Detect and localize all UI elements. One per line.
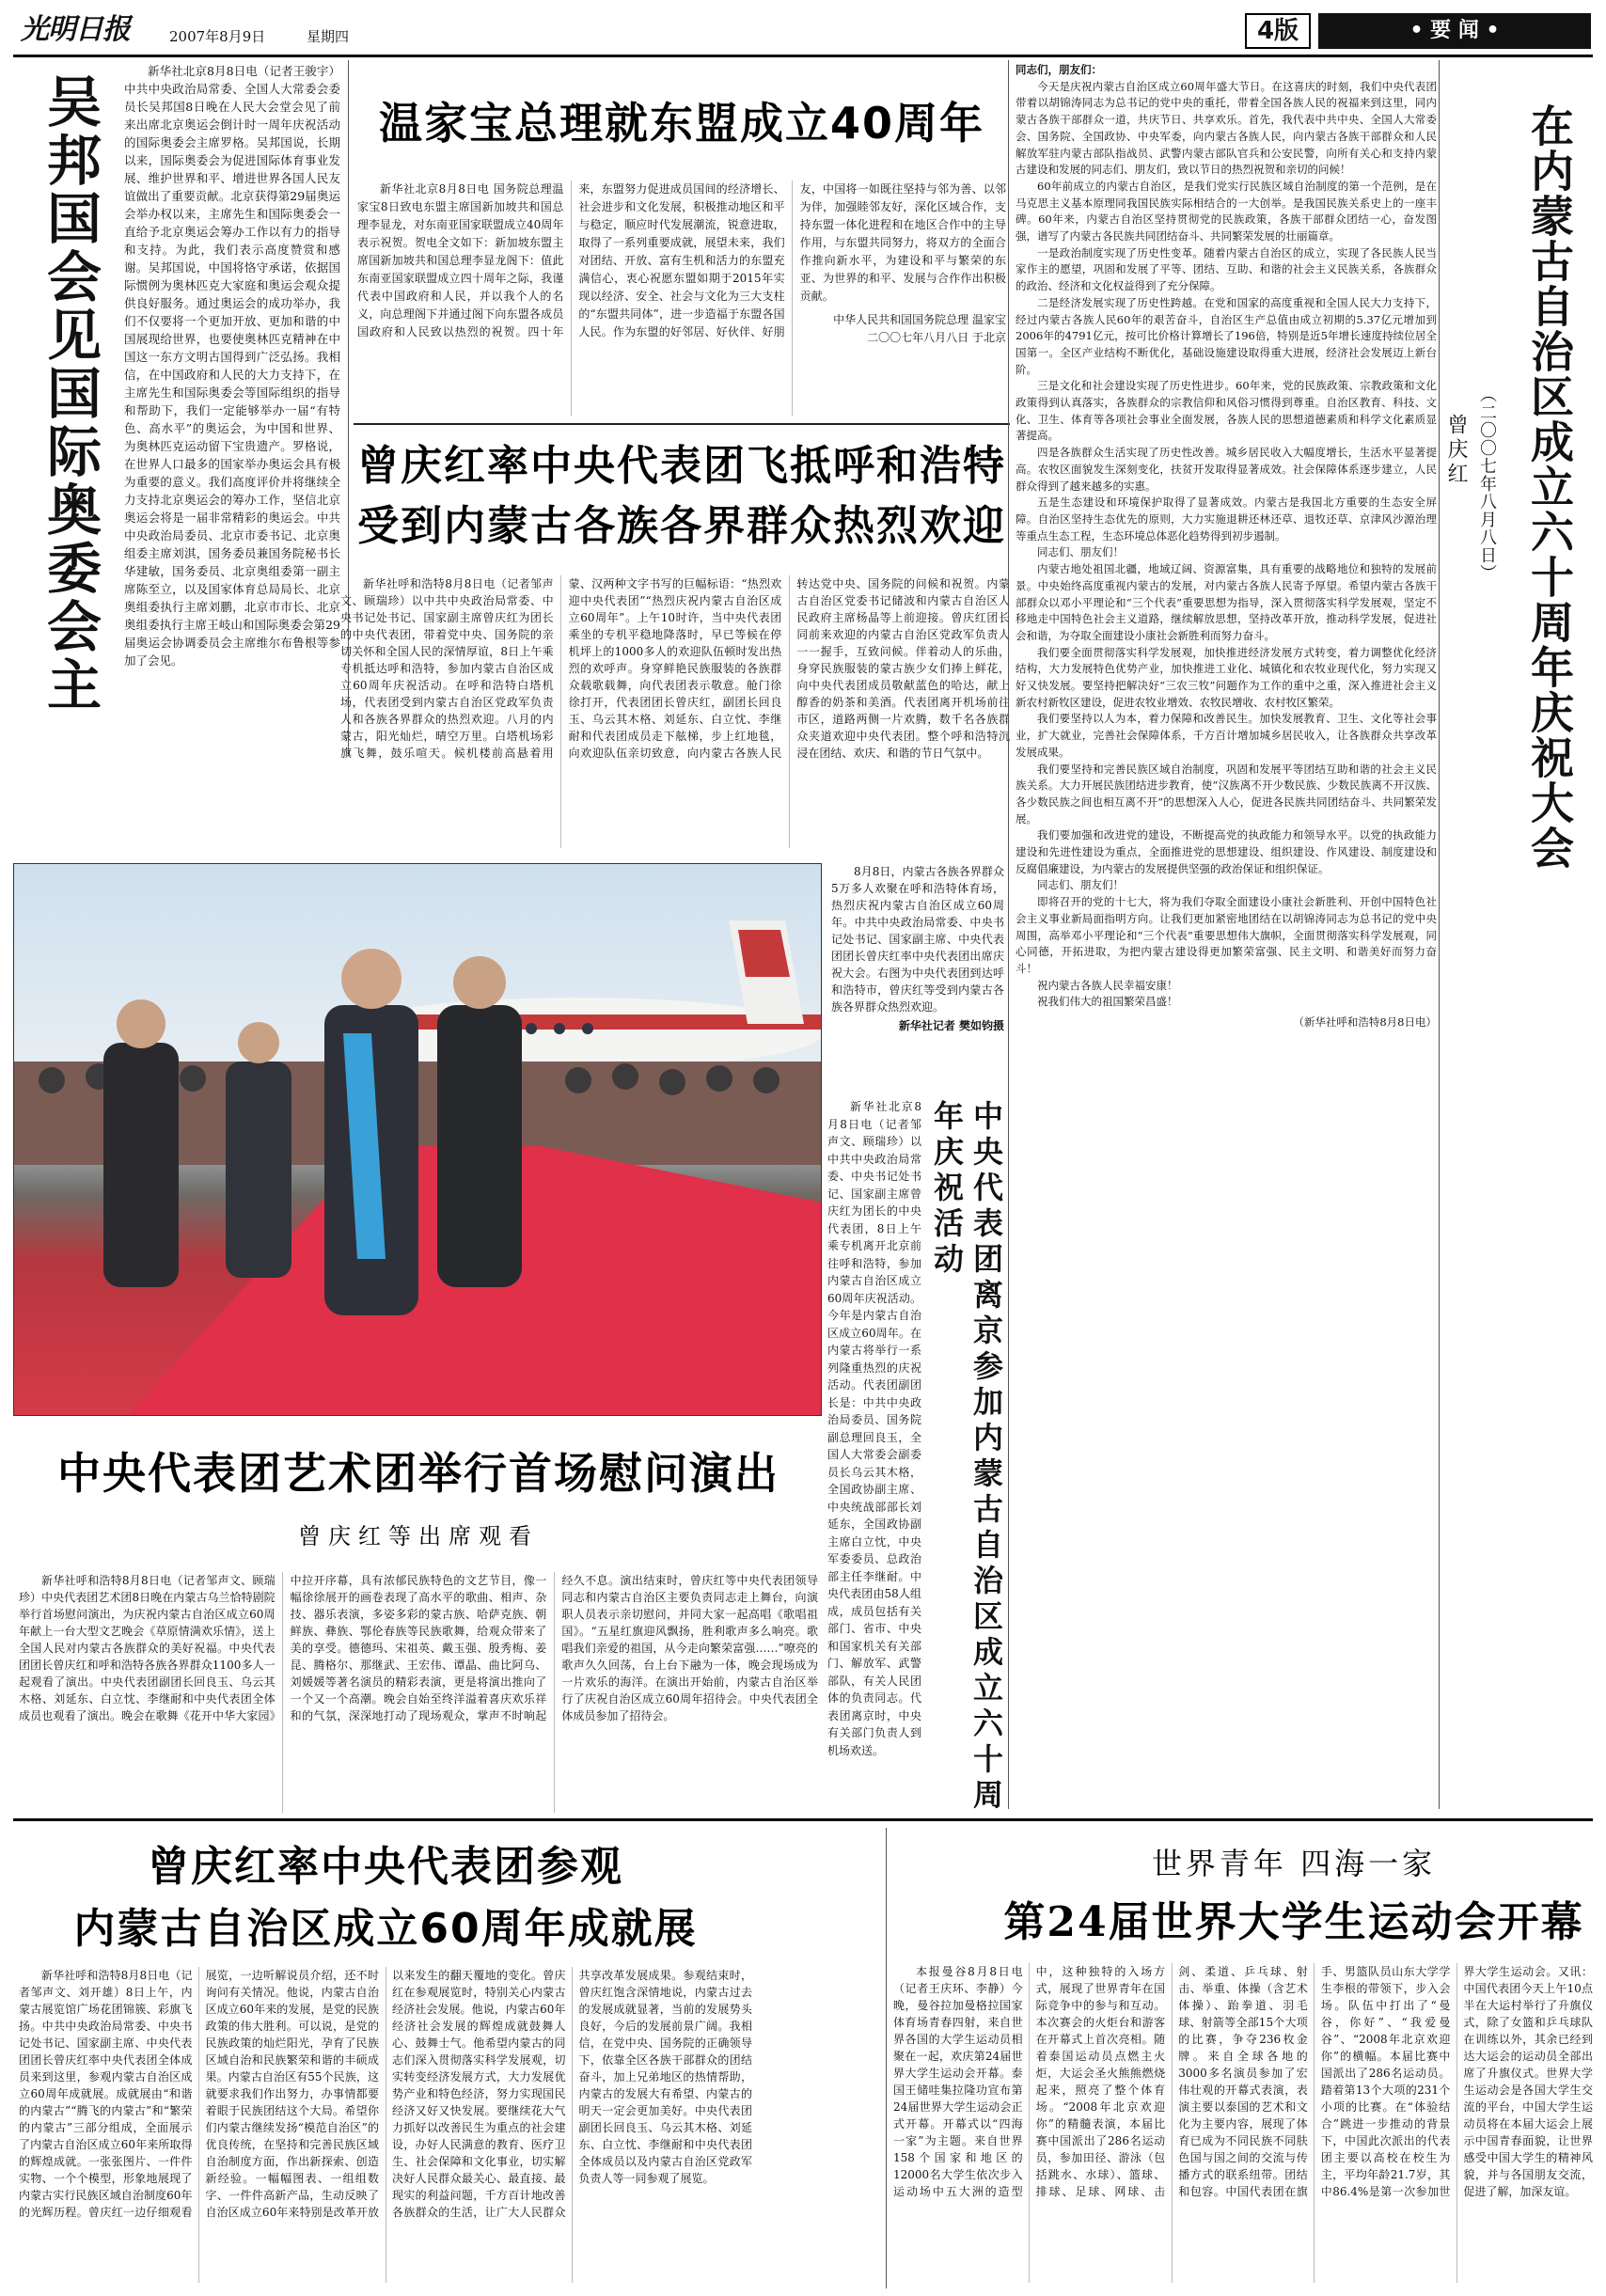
speech-para-17: 祝我们伟大的祖国繁荣昌盛！ xyxy=(1037,995,1178,1009)
issue-date: 2007年8月9日 xyxy=(169,28,266,45)
divider-asean xyxy=(354,423,1010,425)
speech-inner-divider xyxy=(1439,60,1440,1809)
body-art-troupe xyxy=(19,1572,818,1813)
speech-para-16: 祝内蒙古各族人民幸福安康！ xyxy=(1037,978,1178,992)
speech-para-3: 一是政治制度实现了历史性变革。随着内蒙古自治区的成立，实现了各民族人民当家作主的愿望，巩固和发展了平等、团结、互助、和谐的社会主义民族关系，各族群众的政治、经济和文化权益得到了充分保障。 xyxy=(1016,245,1437,293)
photo-caption-text: 8月8日，内蒙古各族各界群众5万多人欢聚在呼和浩特体育场，热烈庆祝内蒙古自治区成立60周年。中共中央政治局常委、中央书记处书记、国家副主席、中央代表团团长曾庆红率中央代表团出席庆祝大会。右图为中央代表团到达呼和浩特市，曾庆红等受到内蒙古各族各界群众热烈欢迎。 xyxy=(831,865,1004,1014)
speech-para-7: 五是生态建设和环境保护取得了显著成效。内蒙古是我国北方重要的生态安全屏障。自治区坚持生态优先的原则，大力实施退耕还林还草、退牧还草、京津风沙源治理等重点生态工程，生态环境总体恶化趋势得到初步遏制。 xyxy=(1016,495,1437,543)
body-achievements xyxy=(19,1967,752,2283)
body-luoge: 新华社北京8月8日电（记者王骏宇）中共中央政治局常委、全国人大常委会委员长吴邦国8日晚在人民大会堂会见了前来出席北京奥运会倒计时一周年庆祝活动的国际奥委会主席罗格。吴邦国说，长期以来，国际奥委会为促进国际体育事业发展、维护世界和平、增进世界各国人民友谊做出了重要贡献。北京获得第29届奥运会举办权以来，主席先生和国际奥委会一直给予北京奥运会筹办工作以有力的指导和支持。为此，我们表示高度赞赏和感谢。吴邦国说，中国将恪守承诺，依据国际惯例为奥林匹克大家庭和奥运会观众提供良好服务。通过奥运会的成功举办，我们不仅要将一个更加开放、更加和谐的中国展现给世界，也要使奥林匹克精神在中国这一东方文明古国得到广泛弘扬。我相信，在中国政府和人民的大力支持下，在主席先生和国际奥委会等国际组织的指导和帮助下，我们一定能够举办一届“有特色、高水平”的奥运会，为中国和世界、为奥林匹克运动留下宝贵遗产。罗格说，在世界人口最多的国家举办奥运会具有极为重要的意义。我们高度评价并将继续全力支持北京奥运会的筹办工作，坚信北京奥运会将是一届非常精彩的奥运会。中共中央政治局委员、北京市委书记、北京奥组委主席刘淇，国务委员兼国务院秘书长华建敏，国务委员、北京奥组委第一副主席陈至立，以及国家体育总局局长、北京奥组委执行主席刘鹏，北京市市长、北京奥组委执行主席王岐山和国际奥委会第29届奥运会协调委员会主席维尔布鲁根等参加了会见。 xyxy=(124,64,340,668)
divider-bottom-section xyxy=(13,1818,1593,1821)
speech-para-13: 我们要加强和改进党的建设，不断提高党的执政能力和领导水平。以党的执政能力建设和先进性建设为重点，全面推进党的思想建设、组织建设、作风建设、制度建设和反腐倡廉建设，为内蒙古的发展提供坚强的政治保证和组织保证。 xyxy=(1016,828,1437,875)
asean-sign-date: 二〇〇七年八月八日 于北京 xyxy=(867,331,1006,344)
photo-illustration xyxy=(14,864,822,1416)
speech-para-4: 二是经济发展实现了历史性跨越。在党和国家的高度重视和全国人民大力支持下，经过内蒙古各族人民60年的艰苦奋斗，自治区生产总值由成立初期的5.37亿元增加到2006年的4791亿元，按可比价格计算增长了196倍，特别是近5年增长速度持续位居全国第一。全区产业结构不断优化，基础设施建设取得重大进展，经济社会发展迈上新台阶。 xyxy=(1016,295,1437,376)
photo-credit: 新华社记者 樊如钧摄 xyxy=(898,1019,1004,1032)
speech-para-15: 即将召开的党的十七大，将为我们夺取全面建设小康社会新胜利、开创中国特色社会主义事业新局面指明方向。让我们更加紧密地团结在以胡锦涛同志为总书记的党中央周围，高举邓小平理论和“三个代表”重要思想伟大旗帜，全面贯彻落实科学发展观，同心同德，开拓进取，为把内蒙古建设得更加繁荣富强、民主文明、和谐美好而努力奋斗！ xyxy=(1016,895,1437,975)
news-photo xyxy=(13,863,822,1416)
headline-universiade-2: 第24届世界大学生运动会开幕 xyxy=(1003,1898,1584,1946)
speech-body xyxy=(1016,62,1437,1809)
page-number: 4版 xyxy=(1245,13,1311,49)
asean-signature: 中华人民共和国国务院总理 温家宝 xyxy=(833,313,1006,326)
speech-author: 曾庆红 xyxy=(1444,414,1468,487)
headline-art-troupe: 中央代表团艺术团举行首场慰问演出 xyxy=(57,1448,779,1499)
speech-para-12: 我们要坚持和完善民族区域自治制度，巩固和发展平等团结互助和谐的社会主义民族关系。大力开展民族团结进步教育，使“汉族离不开少数民族、少数民族离不开汉族、各少数民族之间也相互离不开”的思想深入人心，促进各民族共同团结奋斗、共同繁荣发展。 xyxy=(1016,762,1437,826)
speech-para-5: 三是文化和社会建设实现了历史性进步。60年来，党的民族政策、宗教政策和文化政策得到认真落实，各族群众的宗教信仰和风俗习惯得到尊重。自治区教育、科技、文化、卫生、体育等各项社会事业全面发展，各族人民的思想道德素质和科学文化素质显著提高。 xyxy=(1016,379,1437,443)
headline-achievements-2: 内蒙古自治区成立60周年成就展 xyxy=(73,1905,698,1953)
speech-dateline: （新华社呼和浩特8月8日电） xyxy=(1293,1015,1437,1030)
speech-headline: 在内蒙古自治区成立六十周年庆祝大会 xyxy=(1524,103,1575,871)
speech-para-6: 四是各族群众生活实现了历史性改善。城乡居民收入大幅度增长，生活水平显著提高。农牧区面貌发生深刻变化，扶贫开发取得显著成效。社会保障体系逐步建立，人民群众得到了越来越多的实惠。 xyxy=(1016,446,1437,493)
body-achievements-side xyxy=(758,1833,882,1956)
headline-leave-beijing: 中央代表团离京参加内蒙古自治区成立六十周年庆祝活动 xyxy=(929,1100,1004,1815)
photo-caption xyxy=(831,863,1004,1089)
headline-luoge: 吴邦国会见国际奥委会主 xyxy=(38,73,102,715)
masthead xyxy=(0,0,1606,55)
speech-salutation: 同志们，朋友们： xyxy=(1016,63,1102,76)
speech-para-14: 同志们、朋友们！ xyxy=(1037,878,1124,892)
headline-achievements-1: 曾庆红率中央代表团参观 xyxy=(148,1843,623,1891)
body-leave-beijing xyxy=(827,1098,921,1813)
headline-arrive-1: 曾庆红率中央代表团飞抵呼和浩特 xyxy=(357,442,1006,490)
body-arrive-text: 新华社呼和浩特8月8日电（记者邹声文、顾瑞珍）以中共中央政治局常委、中央书记处书记、国家副主席曾庆红为团长的中央代表团，带着党中央、国务院的亲切关怀和全国人民的深情厚谊，8日上午乘专机抵达呼和浩特，参加内蒙古自治区成立60周年庆祝活动。在呼和浩特白塔机场，代表团受到内蒙古自治区党政军负责人和各族各界群众的热烈欢迎。八月的内蒙古，阳光灿烂，晴空万里。白塔机场彩旗飞舞，鼓乐喧天。候机楼前高悬着用蒙、汉两种文字书写的巨幅标语：“热烈欢迎中央代表团”“热烈庆祝内蒙古自治区成立60周年”。上午10时许，当中央代表团乘坐的专机平稳地降落时，早已等候在停机坪上的1000多人的欢迎队伍顿时发出热烈的欢呼声。身穿鲜艳民族服装的各族群众载歌载舞，向代表团表示敬意。舱门徐徐打开，代表团团长曾庆红，副团长回良玉、乌云其木格、刘延东、白立忱、李继耐和代表团成员走下舷梯，步上红地毯，向欢迎队伍亲切致意，向内蒙古各族人民转达党中央、国务院的问候和祝贺。内蒙古自治区党委书记储波和内蒙古自治区人民政府主席杨晶等上前迎接。曾庆红团长同前来欢迎的内蒙古自治区党政军负责人一一握手，互致问候。伴着动人的乐曲，身穿民族服装的蒙古族少女们捧上鲜花，向中央代表团成员敬献蓝色的哈达，献上醇香的奶茶和美酒。代表团离开机场前往市区，道路两侧一片欢腾，数千名各族群众夹道欢迎中央代表团。整个呼和浩特沉浸在团结、欢庆、和谐的节日气氛中。 xyxy=(340,577,1010,760)
body-asean-text: 新华社北京8月8日电 国务院总理温家宝8日致电东盟主席国新加坡共和国总理李显龙，对东南亚国家联盟成立40周年表示祝贺。贺电全文如下：新加坡东盟主席国新加坡共和国总理李显龙阁下：值此东南亚国家联盟成立四十周年之际，我谨代表中国政府和人民，并以我个人的名义，向总理阁下并通过阁下向东盟各成员国政府和人民致以热烈的祝贺。四十年来，东盟努力促进成员国间的经济增长、社会进步和文化发展，积极推动地区和平与稳定，顺应时代发展潮流，锐意进取，取得了一系列重要成就，展望未来，我们对团结、开放、富有生机和活力的东盟充满信心，衷心祝愿东盟如期于2015年实现以经济、安全、社会与文化为三大支柱的“东盟共同体”，进一步造福于东盟各国人民。作为东盟的好邻居、好伙伴、好朋友，中国将一如既往坚持与邻为善、以邻为伴，加强睦邻友好，深化区域合作，支持东盟一体化进程和在地区合作中的主导作用，与东盟共同努力，将双方的全面合作推向新水平，为建设和平与繁荣的东亚、为世界的和平、发展与合作作出积极贡献。 xyxy=(357,182,1006,338)
speech-para-8: 同志们、朋友们！ xyxy=(1037,545,1124,559)
headline-asean: 温家宝总理就东盟成立40周年 xyxy=(378,98,984,149)
body-arrive xyxy=(340,575,1010,848)
masthead-rule xyxy=(13,55,1593,57)
speech-para-9: 内蒙古地处祖国北疆，地域辽阔、资源富集，具有重要的战略地位和独特的发展前景。中央始终高度重视内蒙古的发展，对内蒙古各族人民寄予厚望。希望内蒙古各族干部群众以邓小平理论和“三个代表”重要思想为指导，深入贯彻落实科学发展观，坚定不移地走中国特色社会主义道路，继续解放思想，坚持改革开放，推动科学发展，促进社会和谐，为夺取全面建设小康社会新胜利而努力奋斗。 xyxy=(1016,562,1437,642)
speech-para-10: 我们要全面贯彻落实科学发展观，加快推进经济发展方式转变，着力调整优化经济结构，大力发展特色优势产业，加快推进工业化、城镇化和农牧业现代化，努力实现又好又快发展。要坚持把解决好“三农三牧”问题作为工作的重中之重，深入推进社会主义新农村新牧区建设，促进农牧业增效、农牧民增收、农村牧区繁荣。 xyxy=(1016,645,1437,709)
body-leave-beijing-text: 新华社北京8月8日电（记者邹声文、顾瑞珍）以中共中央政治局常委、中央书记处书记、国家副主席曾庆红为团长的中央代表团，8日上午乘专机离开北京前往呼和浩特，参加内蒙古自治区成立60周年庆祝活动。今年是内蒙古自治区成立60周年。在内蒙古将举行一系列隆重热烈的庆祝活动。代表团副团长是：中共中央政治局委员、国务院副总理回良玉，全国人大常委会副委员长乌云其木格，全国政协副主席、中央统战部部长刘延东，全国政协副主席白立忱，中央军委委员、总政治部主任李继耐。中央代表团由58人组成，成员包括有关部门、省市、中央和国家机关有关部门、解放军、武警部队，有关人民团体的负责同志。代表团离京时，中央有关部门负责人到机场欢送。 xyxy=(827,1100,921,1757)
speech-para-2: 60年前成立的内蒙古自治区，是我们党实行民族区域自治制度的第一个范例，是在马克思主义基本原理同我国民族实际相结合的一大创举。是我国民族关系史上的一座丰碑。60年来，内蒙古自治区坚持贯彻党的民族政策，各族干部群众团结一心，奋发图强，谱写了内蒙古各民族共同团结奋斗、共同繁荣发展的壮丽篇章。 xyxy=(1016,179,1437,244)
body-universiade xyxy=(893,1963,1593,2283)
issue-weekday: 星期四 xyxy=(307,28,350,45)
speech-date-note: （二〇〇七年八月八日） xyxy=(1477,385,1497,582)
section-label: • 要 闻 • xyxy=(1318,13,1591,49)
body-achievements-text: 新华社呼和浩特8月8日电（记者邹声文、刘开雄）8日上午，内蒙古展览馆广场花团锦簇、彩旗飞扬。中共中央政治局常委、中央书记处书记、国家副主席、中央代表团团长曾庆红率中央代表团全体成员来到这里，参观内蒙古自治区成立60周年成就展。成就展由“和谐的内蒙古”“腾飞的内蒙古”和“繁荣的内蒙古”三部分组成，全面展示了内蒙古自治区成立60年来所取得的辉煌成就。一张张图片、一件件实物、一个个模型，形象地展现了内蒙古实行民族区域自治制度60年的光辉历程。曾庆红一边仔细观看展览，一边听解说员介绍，还不时询问有关情况。他说，内蒙古自治区成立60年来的发展，是党的民族政策的伟大胜利。可以说，是党的民族政策的灿烂阳光，孕育了民族区域自治和民族繁荣和谐的丰硕成果。内蒙古自治区有55个民族，这就要求我们作出努力，办事情都要着眼于民族团结这个大局。希望你们内蒙古继续发扬“模范自治区”的优良传统，在坚持和完善民族区域自治制度方面，作出新探索、创造新经验。一幅幅图表、一组组数字、一件件高新产品，生动反映了自治区成立60年来特别是改革开放以来发生的翻天覆地的变化。曾庆红在参观展览时，特别关心内蒙古经济社会发展。他说，内蒙古60年经济社会发展的辉煌成就鼓舞人心、鼓舞士气。他希望内蒙古的同志们深入贯彻落实科学发展观，切实转变经济发展方式，大力发展优势产业和特色经济，努力实现国民经济又好又快发展。要继续花大气力抓好以改善民生为重点的社会建设，办好人民满意的教育、医疗卫生、社会保障和文化事业，切实解决好人民群众最关心、最直接、最现实的利益问题，千方百计地改善各族群众的生活，让广大人民群众共享改革发展成果。参观结束时，曾庆红饱含深情地说，内蒙古过去的发展成就显著，当前的发展势头良好，今后的发展前景广阔。我相信，在党中央、国务院的正确领导下，依靠全区各族干部群众的团结奋斗，加上兄弟地区的热情帮助，内蒙古的发展大有希望、内蒙古的明天一定会更加美好。中央代表团副团长回良玉、乌云其木格、刘延东、白立忱、李继耐和中央代表团全体成员以及内蒙古自治区党政军负责人等一同参观了展览。 xyxy=(19,1969,752,2219)
paper-name-logo: 光明日报 xyxy=(21,13,130,46)
speech-para-11: 我们要坚持以人为本，着力保障和改善民生。加快发展教育、卫生、文化等社会事业，扩大就业，完善社会保障体系，千方百计增加城乡居民收入，让各族群众共享改革发展成果。 xyxy=(1016,712,1437,759)
headline-arrive-2: 受到内蒙古各族各界群众热烈欢迎 xyxy=(357,502,1006,550)
headline-universiade-1: 世界青年 四海一家 xyxy=(1151,1846,1437,1881)
speech-para-1: 今天是庆祝内蒙古自治区成立60周年盛大节日。在这喜庆的时刻，我们中央代表团带着以胡锦涛同志为总书记的党中央的重托，带着全国各族人民的祝福来到这里，同内蒙古各族干部群众一道，共庆节日、共享欢乐。首先，我代表中共中央、全国人大常委会、国务院、全国政协、中央军委，向内蒙古各族人民，向内蒙古各族干部群众和人民解放军驻内蒙古部队指战员、武警内蒙古部队官兵和公安民警，向所有关心和支持内蒙古建设和发展的同志们、朋友们，致以节日的热烈祝贺和亲切的问候！ xyxy=(1016,79,1437,177)
subheadline-art-troupe: 曾庆红等出席观看 xyxy=(298,1523,539,1549)
body-art-troupe-text: 新华社呼和浩特8月8日电（记者邹声文、顾瑞珍）中央代表团艺术团8日晚在内蒙古乌兰恰特剧院举行首场慰问演出，为庆祝内蒙古自治区成立60周年献上一台大型文艺晚会《草原情满欢乐情》，送上全国人民对内蒙古各族群众的美好祝福。中央代表团团长曾庆红和呼和浩特各族各界群众1100多人一起观看了演出。中央代表团副团长回良玉、乌云其木格、刘延东、白立忱、李继耐和中央代表团全体成员也观看了演出。晚会在歌舞《花开中华大家园》中拉开序幕，具有浓郁民族特色的文艺节目，像一幅徐徐展开的画卷表现了高水平的歌曲、相声、杂技、器乐表演，多姿多彩的蒙古族、哈萨克族、朝鲜族、彝族、鄂伦春族等民族歌舞，给观众带来了美的享受。德德玛、宋祖英、戴玉强、殷秀梅、姜昆、腾格尔、那继武、王宏伟、谭晶、曲比阿乌、刘媛媛等著名演员的精彩表演，更是将演出推向了一个又一个高潮。晚会自始至终洋溢着喜庆欢乐祥和的气氛，深深地打动了现场观众，掌声不时响起经久不息。演出结束时，曾庆红等中央代表团领导同志和内蒙古自治区主要负责同志走上舞台，向演职人员表示亲切慰问，并同大家一起高唱《歌唱祖国》。“五星红旗迎风飘扬，胜利歌声多么响亮。歌唱我们亲爱的祖国，从今走向繁荣富强……”嘹亮的歌声久久回荡，台上台下融为一体，晚会现场成为一片欢乐的海洋。在演出开始前，内蒙古自治区举行了庆祝自治区成立60周年招待会。中央代表团全体成员参加了招待会。 xyxy=(19,1574,818,1722)
divider-main-right xyxy=(1008,60,1009,1809)
body-asean xyxy=(357,181,1006,416)
divider-universiade xyxy=(886,1828,887,2288)
body-universiade-text: 本报曼谷8月8日电（记者王庆环、李静）今晚，曼谷拉加曼格拉国家体育场青春四射，来自世界各国的大学生运动员相聚在一起，欢庆第24届世界大学生运动会开幕。泰国王储哇集拉隆功宣布第24届世界大学生运动会正式开幕。开幕式以“四海一家”为主题。来自世界158个国家和地区的12000名大学生依次步入运动场中五大洲的造型中，这种独特的入场方式，展现了世界青年在国际竞争中的参与和互动。本次赛会的火炬台和游客在开幕式上首次亮相。随着泰国运动员点燃主火炬，大运会圣火熊熊燃烧起来，照亮了整个体育场。“2008年北京欢迎你”的精髓表演，本届比赛中国派出了286名运动员，参加田径、游泳（包括跳水、水球）、篮球、排球、足球、网球、击剑、柔道、乒乓球、射击、举重、体操（含艺术体操）、跆拳道、羽毛球、射箭等全部15个大项的比赛，争夺236枚金牌。来自全球各地的3000多名演员参加了宏伟壮观的开幕式表演，表演主要以泰国的艺术和文化为主要内容，展现了体育已成为不同民族不同肤色国与国之间的交流与传播方式的联系纽带。团结和包容。中国代表团在旗手、男篮队员山东大学学生李根的带领下，步入会场。队伍中打出了“曼谷，你好”、“我爱曼谷”、“2008年北京欢迎你”的横幅。本届比赛中国派出了286名运动员。踏着第13个大项的231个小项的比赛。在“体验结合”跳进一步推动的背景下，中国此次派出的代表团主要以高校在校生为主，平均年龄21.7岁，其中86.4%是第一次参加世界大学生运动会。又讯：中国代表团今天上午10点半在大运村举行了升旗仪式，除了女篮和乒乓球队在训练以外，其余已经到达大运会的运动员全部出席了升旗仪式。世界大学生运动会是各国大学生交流的平台，中国大学生运动员将在本届大运会上展示中国青春面貌，让世界感受中国大学生的精神风貌，并与各国朋友交流，促进了解，加深友谊。 xyxy=(893,1965,1593,2198)
